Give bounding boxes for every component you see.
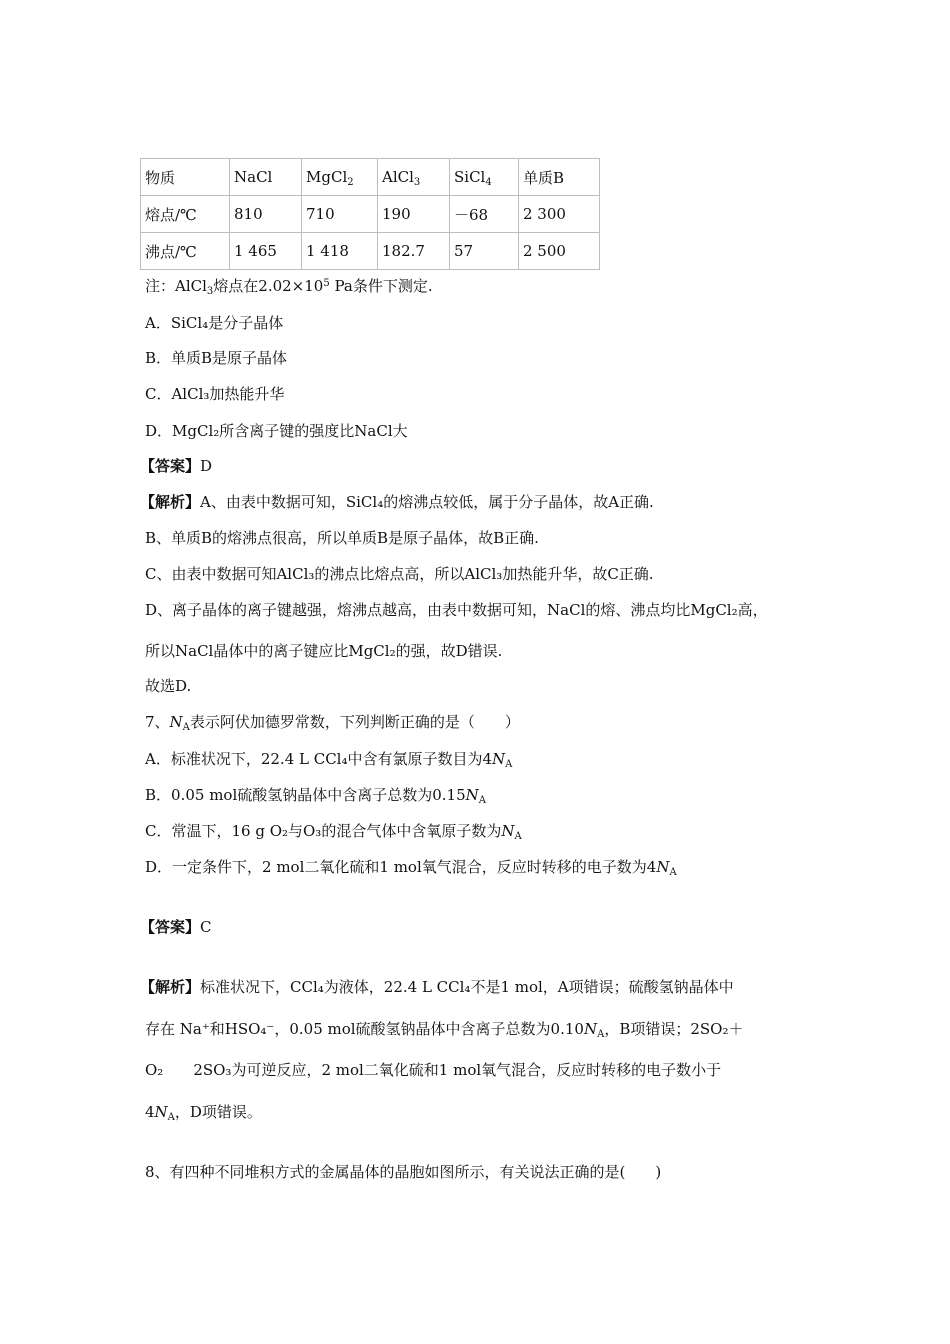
melting-boiling-point-table <box>140 158 600 270</box>
table-cell: 2 500 <box>519 233 600 270</box>
q7-answer: 【答案】C <box>140 918 212 936</box>
table-cell: 182.7 <box>378 233 450 270</box>
q7-analysis-3: O₂ 2SO₃为可逆反应，2 mol二氧化硫和1 mol氧气混合，反应时转移的电子数小于 <box>145 1061 722 1079</box>
table-cell: AlCl$_3$ <box>378 159 450 196</box>
table-cell: 沸点/℃ <box>141 233 230 270</box>
q6-analysis-4: D、离子晶体的离子键越强，熔沸点越高，由表中数据可知，NaCl的熔、沸点均比MgCl₂高， <box>145 601 768 619</box>
q7-option-a: A．标准状况下，22.4 L CCl₄中含有氯原子数目为$4N_A$ <box>145 750 513 770</box>
q6-option-d: D．MgCl₂所含离子键的强度比NaCl大 <box>145 422 408 440</box>
q6-option-a: A．SiCl₄是分子晶体 <box>145 314 284 332</box>
table-row <box>141 233 600 270</box>
table-cell: 单质B <box>519 159 600 196</box>
table-cell: 57 <box>450 233 519 270</box>
q8-stem: 8、有四种不同堆积方式的金属晶体的晶胞如图所示，有关说法正确的是( ) <box>145 1163 662 1181</box>
q6-conclusion: 故选D. <box>145 677 192 695</box>
q7-option-d: D．一定条件下，2 mol二氧化硫和1 mol氧气混合，反应时转移的电子数为$4N_A$ <box>145 858 677 878</box>
table-cell: 熔点/℃ <box>141 196 230 233</box>
q6-analysis-5: 所以NaCl晶体中的离子键应比MgCl₂的强，故D错误. <box>145 642 503 660</box>
q7-analysis-4: $4N_A$，D项错误。 <box>145 1103 262 1123</box>
q7-stem: 7、$N_A$表示阿伏加德罗常数，下列判断正确的是（ ） <box>145 713 520 733</box>
table-cell: 物质 <box>141 159 230 196</box>
q7-option-c: C．常温下，16 g O₂与O₃的混合气体中含氧原子数为$N_A$ <box>145 822 522 842</box>
q6-option-b: B．单质B是原子晶体 <box>145 349 288 367</box>
table-cell: 1 465 <box>230 233 302 270</box>
table-cell: 190 <box>378 196 450 233</box>
table-cell: SiCl$_4$ <box>450 159 519 196</box>
q6-analysis-2: B、单质B的熔沸点很高，所以单质B是原子晶体，故B正确. <box>145 529 539 547</box>
q7-option-b: B．0.05 mol硫酸氢钠晶体中含离子总数为$0.15N_A$ <box>145 786 487 806</box>
table-note: 注：AlCl$_3$熔点在$2.02\times 10^5$ Pa条件下测定. <box>145 277 433 297</box>
q6-option-c: C．AlCl₃加热能升华 <box>145 385 285 403</box>
table-cell: 1 418 <box>302 233 378 270</box>
table-cell: NaCl <box>230 159 302 196</box>
table-cell: 810 <box>230 196 302 233</box>
q7-analysis-1: 【解析】标准状况下，CCl₄为液体，22.4 L CCl₄不是1 mol，A项错误；硫酸氢钠晶体中 <box>140 978 734 996</box>
q6-analysis-3: C、由表中数据可知AlCl₃的沸点比熔点高，所以AlCl₃加热能升华，故C正确. <box>145 565 654 583</box>
q6-analysis-1: 【解析】A、由表中数据可知，SiCl₄的熔沸点较低，属于分子晶体，故A正确. <box>140 493 654 511</box>
table-cell: 2 300 <box>519 196 600 233</box>
table-row <box>141 159 600 196</box>
table-cell: 710 <box>302 196 378 233</box>
table-cell: －68 <box>450 196 519 233</box>
q7-analysis-2: 存在 Na⁺和HSO₄⁻，0.05 mol硫酸氢钠晶体中含离子总数为$0.10N_A$，B项错误；2SO₂＋ <box>145 1020 744 1040</box>
table-cell: MgCl$_2$ <box>302 159 378 196</box>
q6-answer: 【答案】D <box>140 457 213 475</box>
table-row <box>141 196 600 233</box>
